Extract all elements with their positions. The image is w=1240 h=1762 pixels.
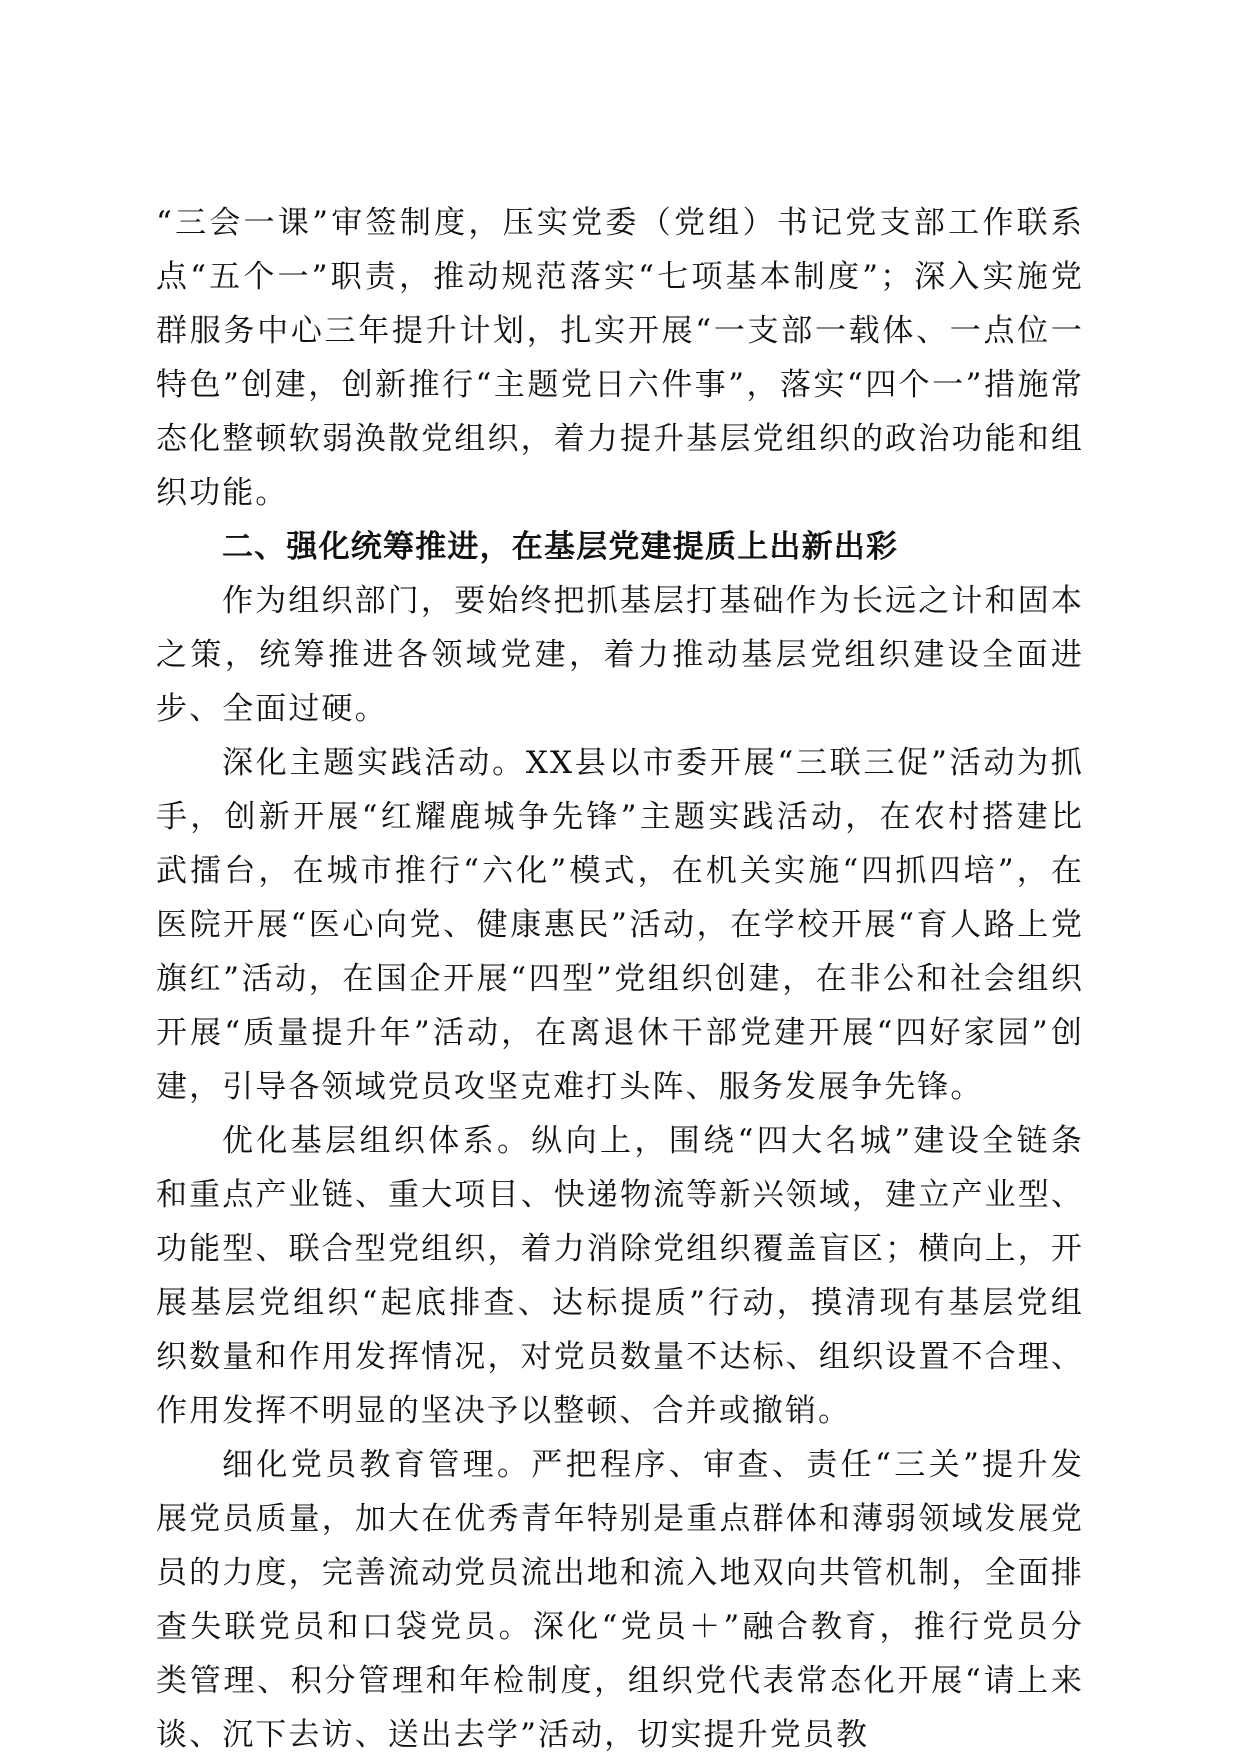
- paragraph-continuation: “三会一课”审签制度，压实党委（党组）书记党支部工作联系点“五个一”职责，推动规范落实“七项基本制度”；深入实施党群服务中心三年提升计划，扎实开展“一支部一载体、一点位一特色”创建，创新推行“主题党日六件事”，落实“四个一”措施常态化整顿软弱涣散党组织，着力提升基层党组织的政治功能和组织功能。: [156, 205, 1084, 511]
- section-heading: 二、强化统筹推进，在基层党建提质上出新出彩: [222, 529, 899, 565]
- paragraph-theme-practice: 深化主题实践活动。XX县以市委开展“三联三促”活动为抓手，创新开展“红耀鹿城争先锋”主题实践活动，在农村搭建比武擂台，在城市推行“六化”模式，在机关实施“四抓四培”，在医院开展“医心向党、健康惠民”活动，在学校开展“育人路上党旗红”活动，在国企开展“四型”党组织创建，在非公和社会组织开展“质量提升年”活动，在离退休干部党建开展“四好家园”创建，引导各领域党员攻坚克难打头阵、服务发展争先锋。: [156, 745, 1084, 1105]
- paragraph-intro: 作为组织部门，要始终把抓基层打基础作为长远之计和固本之策，统筹推进各领域党建，着力推动基层党组织建设全面进步、全面过硬。: [156, 583, 1084, 727]
- paragraph-organization-system: 优化基层组织体系。纵向上，围绕“四大名城”建设全链条和重点产业链、重大项目、快递物流等新兴领域，建立产业型、功能型、联合型党组织，着力消除党组织覆盖盲区；横向上，开展基层党组织“起底排查、达标提质”行动，摸清现有基层党组织数量和作用发挥情况，对党员数量不达标、组织设置不合理、作用发挥不明显的坚决予以整顿、合并或撤销。: [156, 1123, 1084, 1429]
- paragraph-member-management: 细化党员教育管理。严把程序、审查、责任“三关”提升发展党员质量，加大在优秀青年特别是重点群体和薄弱领域发展党员的力度，完善流动党员流出地和流入地双向共管机制，全面排查失联党员和口袋党员。深化“党员＋”融合教育，推行党员分类管理、积分管理和年检制度，组织党代表常态化开展“请上来谈、沉下去访、送出去学”活动，切实提升党员教: [156, 1447, 1084, 1753]
- document-body: [156, 196, 1084, 1762]
